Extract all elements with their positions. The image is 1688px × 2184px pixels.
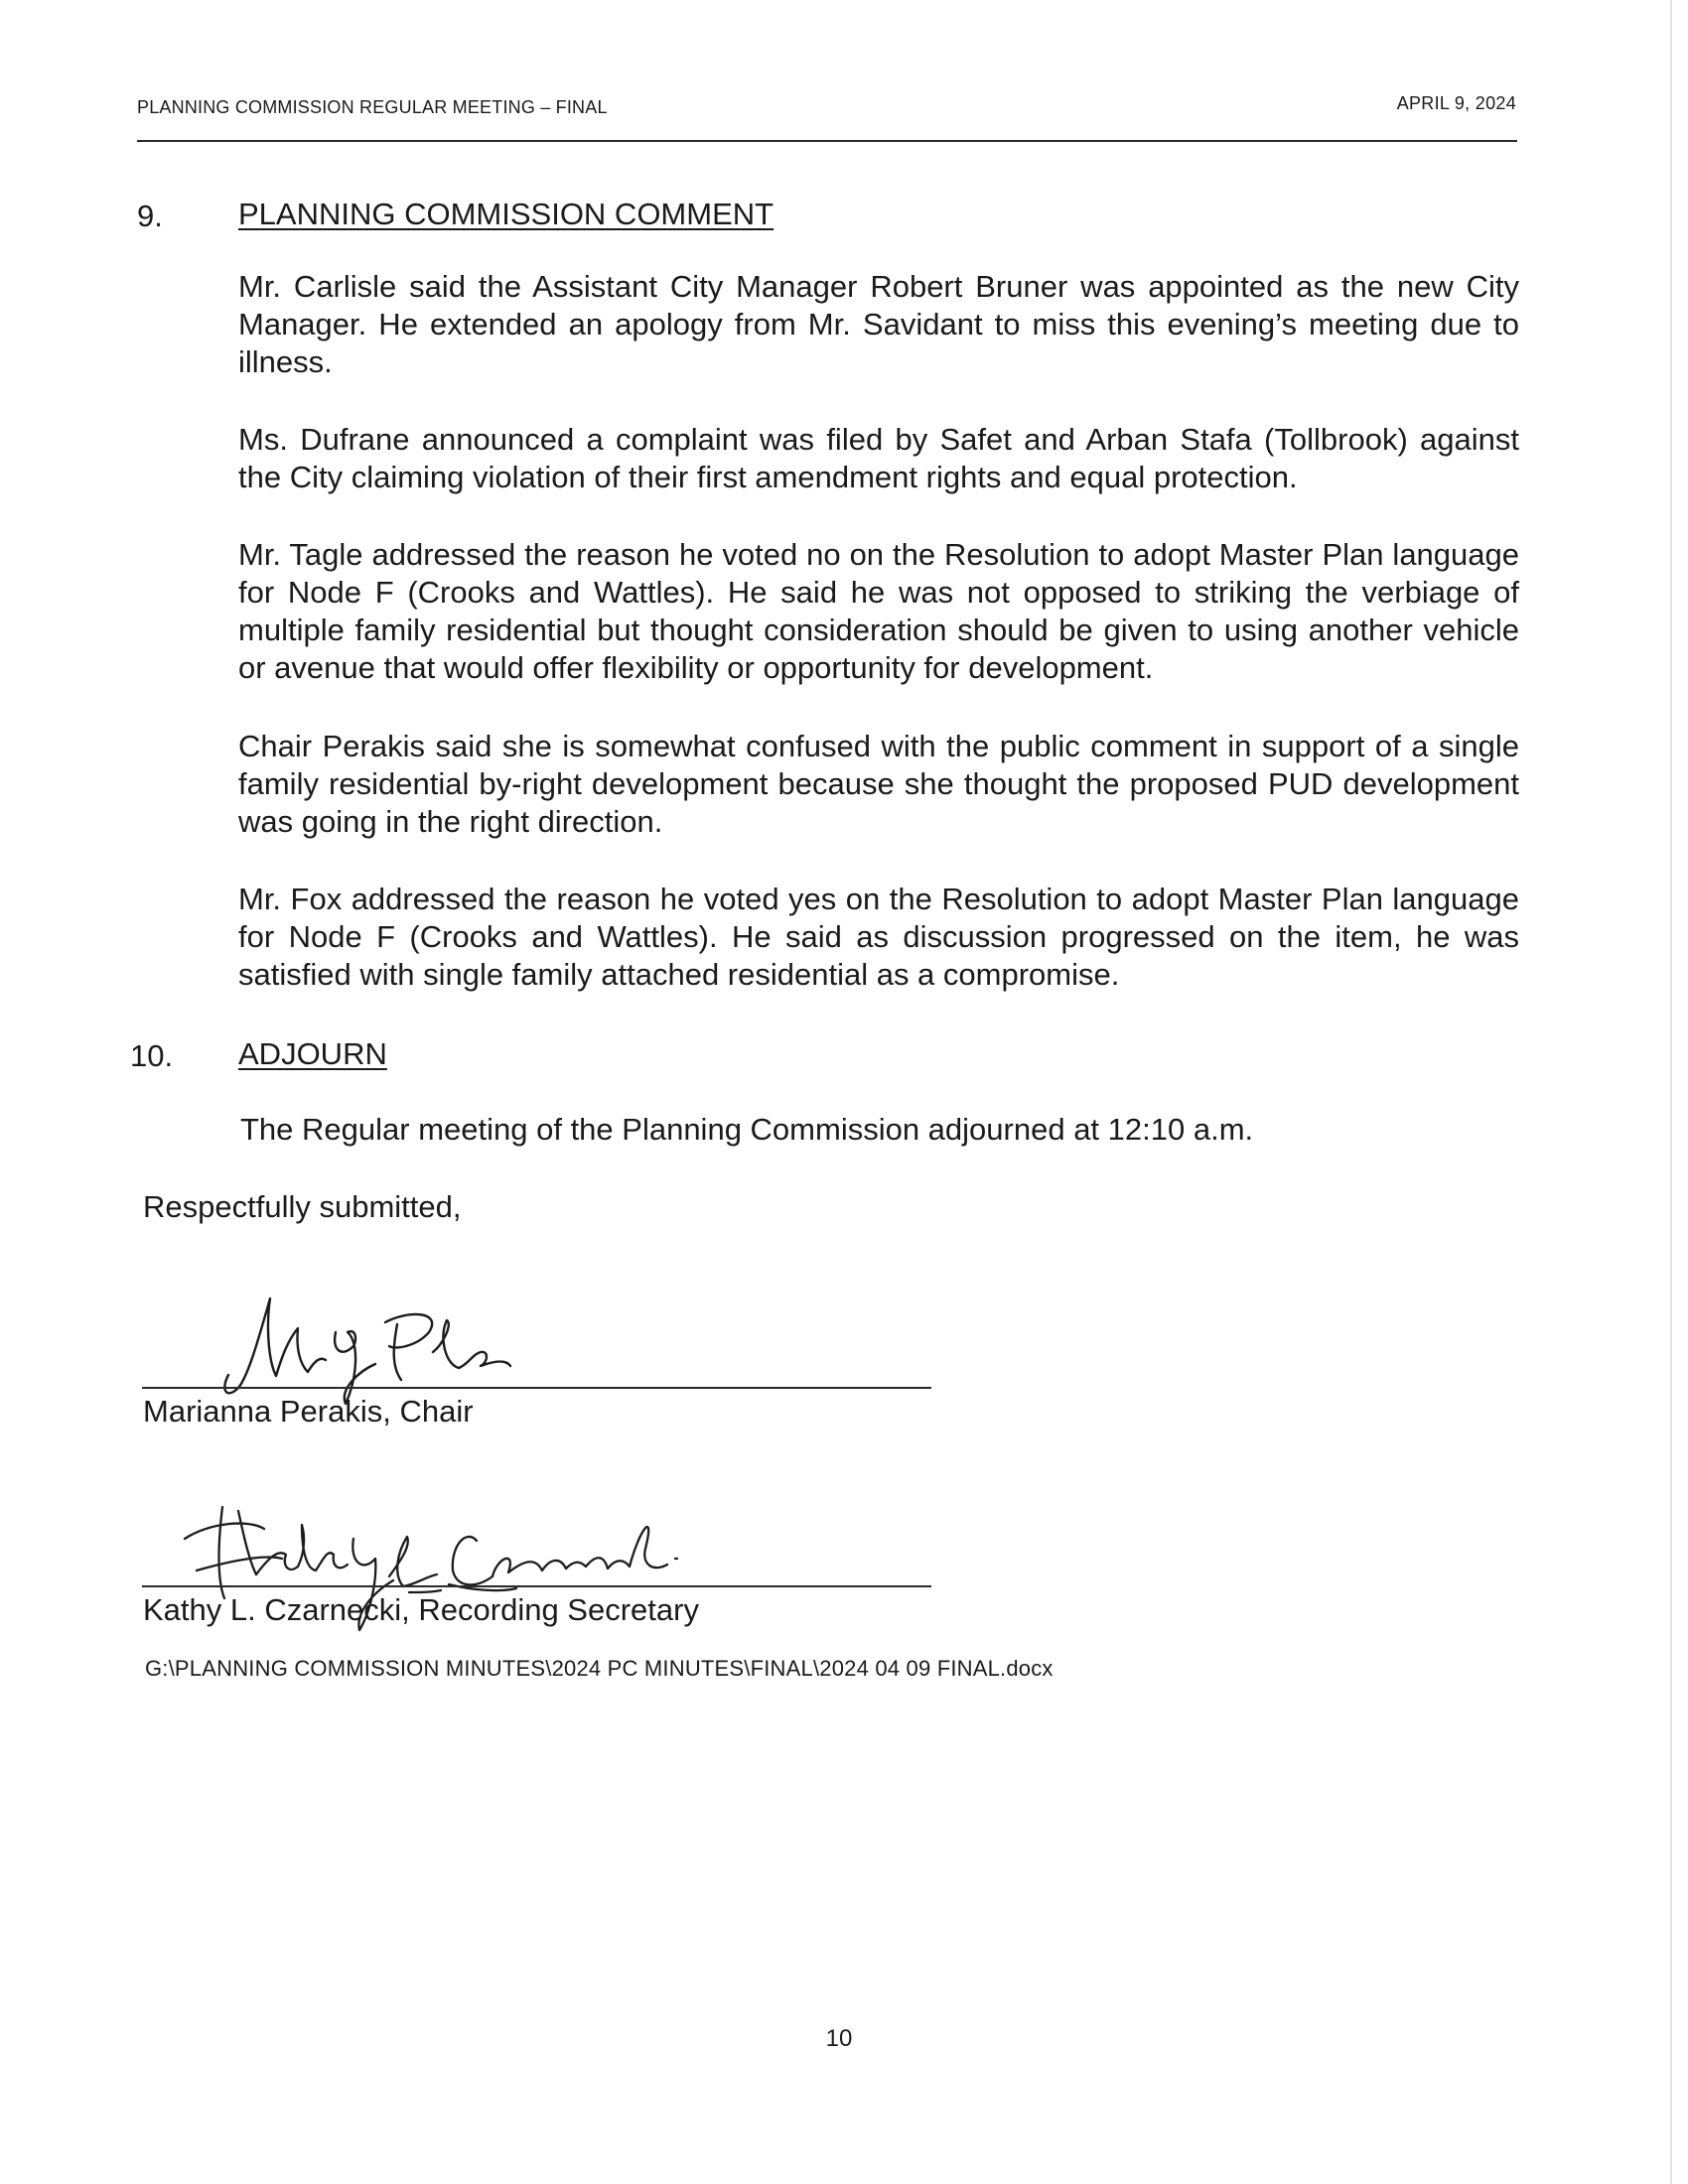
paragraph: Mr. Fox addressed the reason he voted yes on the Resolution to adopt Master Plan language for Node F (Crooks and Wattles). He said as discussion progressed on the item, he was satisfied with single family attached residential as a compromise. — [238, 882, 1519, 992]
section-number: 9. — [137, 199, 163, 233]
chair-signature — [209, 1281, 536, 1410]
paragraph: Mr. Tagle addressed the reason he voted no on the Resolution to adopt Master Plan language for Node F (Crooks and Wattles). He said he was not opposed to striking the verbiage of multiple family residential but thought consideration should be given to using another vehicle or avenue that would offer flexibility or opportunity for development. — [238, 537, 1519, 685]
section-number: 10. — [130, 1038, 174, 1073]
section-title: PLANNING COMMISSION COMMENT — [238, 197, 774, 231]
paragraph: Chair Perakis said she is somewhat confused with the public comment in support of a single family residential by-right development because she thought the proposed PUD development was going in the right direction. — [238, 729, 1519, 839]
header-date: APRIL 9, 2024 — [1396, 93, 1516, 113]
signature-line — [142, 1585, 931, 1587]
header-rule — [137, 140, 1517, 142]
closing-text: Respectfully submitted, — [143, 1189, 462, 1224]
signature-caption: Kathy L. Czarnecki, Recording Secretary — [143, 1592, 699, 1627]
paragraph: Mr. Carlisle said the Assistant City Manager Robert Bruner was appointed as the new City Manager. He extended an apology from Mr. Savidant to miss this evening’s meeting due to illness. — [238, 269, 1519, 379]
page-number: 10 — [825, 2025, 853, 2052]
paragraph: Ms. Dufrane announced a complaint was filed by Safet and Arban Stafa (Tollbrook) against the City claiming violation of their first amendment rights and equal protection. — [238, 422, 1519, 494]
file-path: G:\PLANNING COMMISSION MINUTES\2024 PC MINUTES\FINAL\2024 04 09 FINAL.docx — [145, 1656, 1054, 1681]
header-title: PLANNING COMMISSION REGULAR MEETING – FINAL — [137, 97, 608, 117]
signature-line — [142, 1387, 931, 1389]
signature-caption: Marianna Perakis, Chair — [143, 1394, 474, 1429]
section-title: ADJOURN — [238, 1036, 387, 1071]
paragraph: The Regular meeting of the Planning Commission adjourned at 12:10 a.m. — [240, 1112, 1254, 1147]
scan-edge — [1670, 0, 1672, 2184]
